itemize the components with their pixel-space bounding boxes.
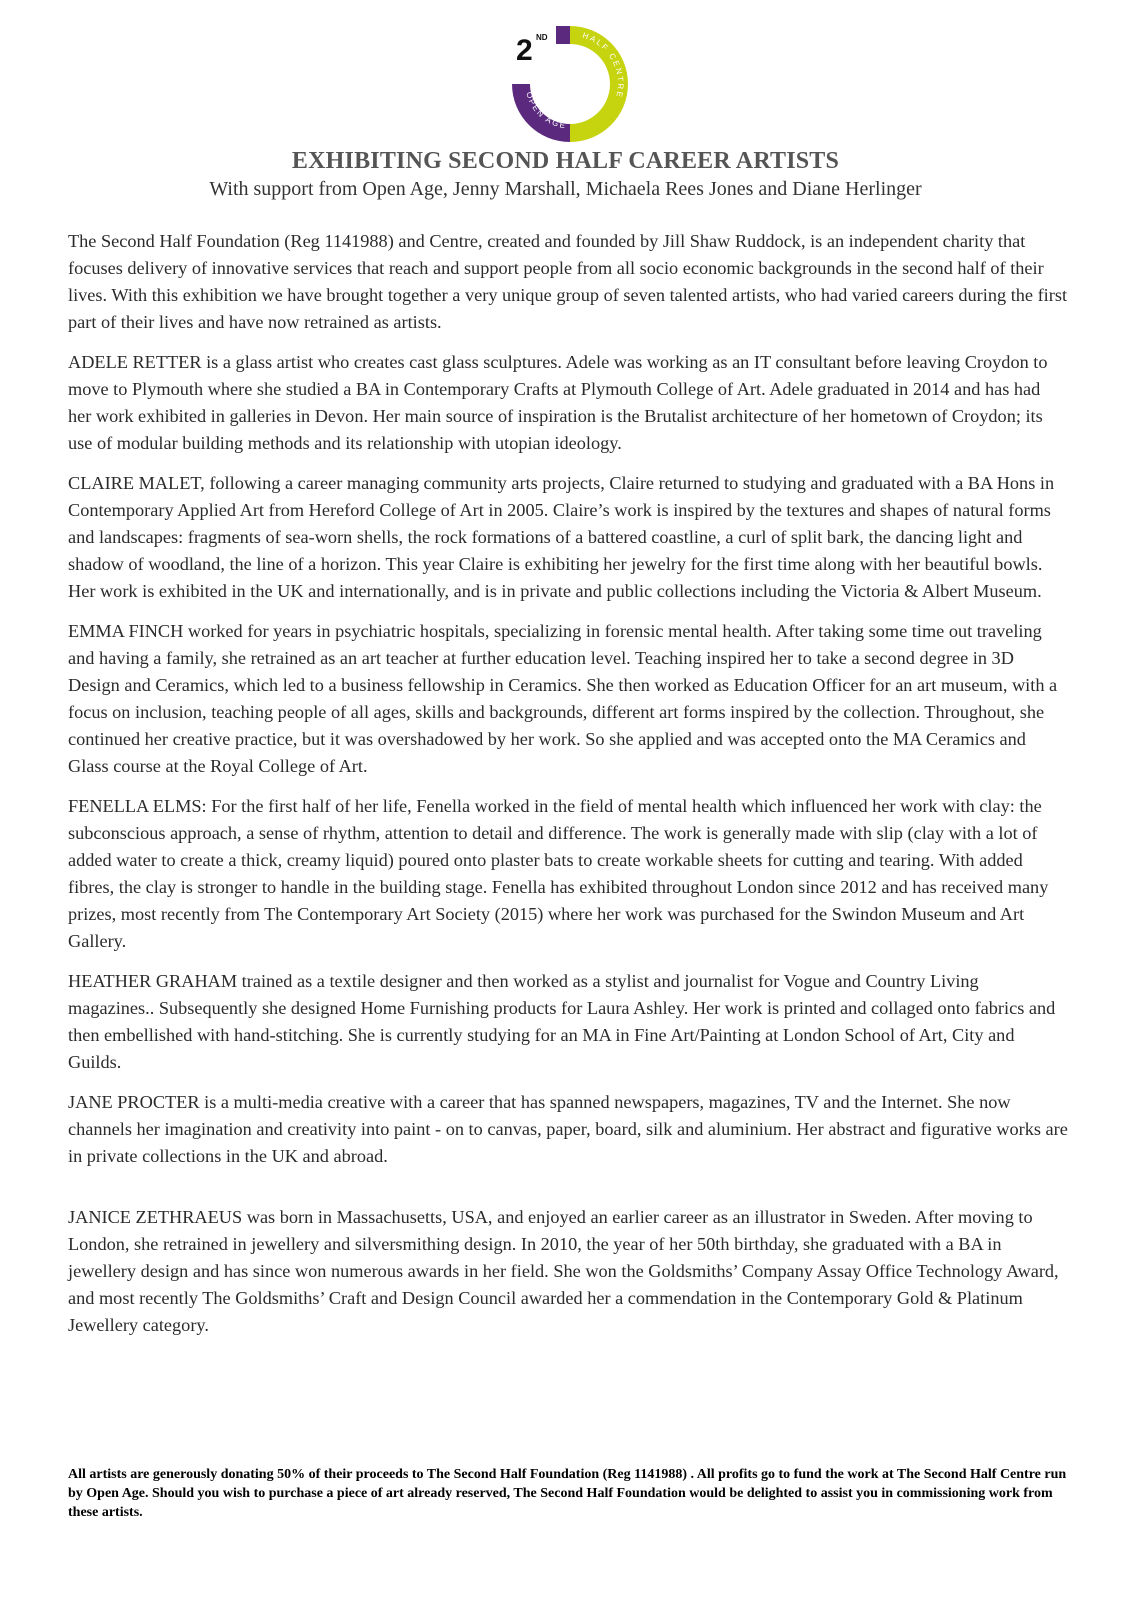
artist-paragraph-adele-retter: ADELE RETTER is a glass artist who creates cast glass sculptures. Adele was working as an IT consultant before leaving Croydon to move to Plymouth where she studied a BA in Contemporary Crafts at Plymouth College of Art. Adele graduated in 2014 and has had her work exhibited in galleries in Devon. Her main source of inspiration is the Brutalist architecture of her hometown of Croydon; its use of modular building methods and its relationship with utopian ideology. — [68, 352, 1048, 453]
page-title: EXHIBITING SECOND HALF CAREER ARTISTS — [291, 148, 840, 174]
artist-paragraph-jane-procter: JANE PROCTER is a multi-media creative with a career that has spanned newspapers, magazines, TV and the Internet. She now channels her imagination and creativity into paint - on to canvas, paper, board, silk and aluminium. Her abstract and figurative works are in private collections in the UK and abroad. — [68, 1092, 1068, 1166]
logo-ring-purple-top — [556, 26, 570, 44]
logo-ring-graphic — [506, 20, 634, 148]
artist-paragraph-heather-graham: HEATHER GRAHAM trained as a textile designer and then worked as a stylist and journalist for Vogue and Country Living magazines.. Subsequently she designed Home Furnishing products for Laura Ashley. Her work is printed and collaged onto fabrics and then embellished with hand-stitching. She is currently studying for an MA in Fine Art/Painting at London School of Art, City and Guilds. — [68, 971, 1056, 1072]
logo-number: 2 — [516, 34, 533, 67]
artist-paragraph-emma-finch: EMMA FINCH worked for years in psychiatric hospitals, specializing in forensic mental health. After taking some time out traveling and having a family, she retrained as an art teacher at further education level. Teaching inspired her to take a second degree in 3D Design and Ceramics, which led to a business fellowship in Ceramics. She then worked as Education Officer for an art museum, with a focus on inclusion, teaching people of all ages, skills and backgrounds, different art forms inspired by the collection. Throughout, she continued her creative practice, but it was overshadowed by her work. So she applied and was accepted onto the MA Ceramics and Glass course at the Royal College of Art. — [68, 621, 1058, 776]
artist-paragraph-fenella-elms: FENELLA ELMS: For the first half of her life, Fenella worked in the field of mental health which influenced her work with clay: the subconscious approach, a sense of rhythm, attention to detail and difference. The work is generally made with slip (clay with a lot of added water to create a thick, creamy liquid) poured onto plaster bats to create workable sheets for cutting and tearing. With added fibres, the clay is stronger to handle in the building stage. Fenella has exhibited throughout London since 2012 and has received many prizes, most recently from The Contemporary Art Society (2015) where her work was purchased for the Swindon Museum and Art Gallery. — [68, 796, 1049, 951]
logo-number-suffix: ND — [536, 33, 548, 42]
footer-note: All artists are generously donating 50% of their proceeds to The Second Half Foundation (Reg 1141988) . All profits go to fund the work at The Second Half Centre run by Open Age. Should you wish to purchase a piece of art already reserved, The Second Half Foundation would be delighted to assist you in commissioning work from these artists. — [68, 1467, 1067, 1520]
logo-ring-text-right: HALF CENTRE — [581, 30, 626, 100]
logo-ring-text-left: OPEN AGE — [524, 90, 568, 131]
artist-paragraph-janice-zethraeus: JANICE ZETHRAEUS was born in Massachusetts, USA, and enjoyed an earlier career as an illustrator in Sweden. After moving to London, she retrained in jewellery and silversmithing design. In 2010, the year of her 50th birthday, she graduated with a BA in jewellery design and has since won numerous awards in her field. She won the Goldsmiths’ Company Assay Office Technology Award, and most recently The Goldsmiths’ Craft and Design Council awarded her a commendation in the Contemporary Gold & Platinum Jewellery category. — [68, 1207, 1059, 1335]
page-subtitle: With support from Open Age, Jenny Marshall, Michaela Rees Jones and Diane Herlinger — [209, 178, 922, 200]
intro-paragraph: The Second Half Foundation (Reg 1141988) and Centre, created and founded by Jill Shaw Ruddock, is an independent charity that focuses delivery of innovative services that reach and support people from all socio economic backgrounds in the second half of their lives. With this exhibition we have brought together a very unique group of seven talented artists, who had varied careers during the first part of their lives and have now retrained as artists. — [68, 231, 1068, 332]
document-body — [68, 228, 1068, 1352]
artist-paragraph-claire-malet: CLAIRE MALET, following a career managing community arts projects, Claire returned to studying and graduated with a BA Hons in Contemporary Applied Art from Hereford College of Art in 2005. Claire’s work is inspired by the textures and shapes of natural forms and landscapes: fragments of sea-worn shells, the rock formations of a battered coastline, a curl of split bark, the dancing light and shadow of woodland, the line of a horizon. This year Claire is exhibiting her jewelry for the first time along with her beautiful bowls. Her work is exhibited in the UK and internationally, and is in private and public collections including the Victoria & Albert Museum. — [68, 473, 1055, 601]
second-half-centre-logo — [506, 20, 634, 148]
